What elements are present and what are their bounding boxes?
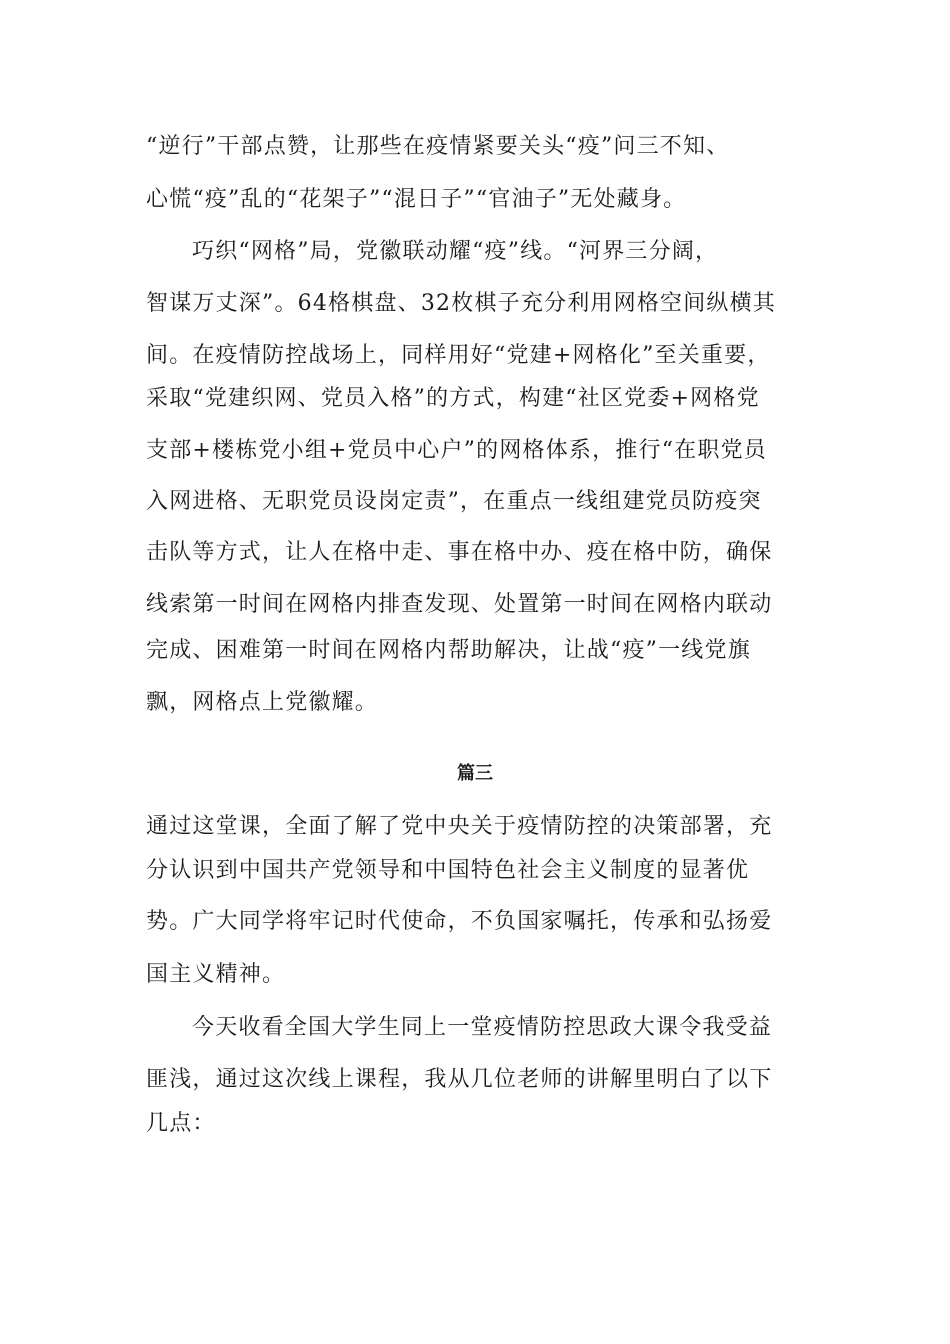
paragraph-2-line-5: 支部+楼栋党小组+党员中心户”的网格体系，推行“在职党员 <box>146 438 767 463</box>
paragraph-2-line-8: 线索第一时间在网格内排查发现、处置第一时间在网格内联动 <box>146 592 773 617</box>
paragraph-1-line-1: “逆行”干部点赞，让那些在疫情紧要关头“疫”问三不知、 <box>146 134 730 159</box>
paragraph-2-line-3: 间。在疫情防控战场上，同样用好“党建+网格化”至关重要， <box>146 343 771 368</box>
section-paragraph-2-line-1: 今天收看全国大学生同上一堂疫情防控思政大课令我受益 <box>192 1015 773 1040</box>
section-paragraph-2-line-3: 几点： <box>146 1111 216 1136</box>
section-paragraph-1-line-4: 国主义精神。 <box>146 962 286 987</box>
section-paragraph-1-line-3: 势。广大同学将牢记时代使命，不负国家嘱托，传承和弘扬爱 <box>146 909 773 934</box>
section-paragraph-1-line-1: 通过这堂课，全面了解了党中央关于疫情防控的决策部署，充 <box>146 814 773 839</box>
section-paragraph-1-line-2: 分认识到中国共产党领导和中国特色社会主义制度的显著优 <box>146 858 750 883</box>
paragraph-2-line-1: 巧织“网格”局，党徽联动耀“疫”线。“河界三分阔， <box>192 239 719 264</box>
paragraph-1-line-2: 心慌“疫”乱的“花架子”“混日子”“官油子”无处藏身。 <box>146 187 687 212</box>
paragraph-2-line-2: 智谋万丈深”。64格棋盘、32枚棋子充分利用网格空间纵横其 <box>146 291 777 316</box>
paragraph-2-line-4: 采取“党建织网、党员入格”的方式，构建“社区党委+网格党 <box>146 386 760 411</box>
section-paragraph-2-line-2: 匪浅，通过这次线上课程，我从几位老师的讲解里明白了以下 <box>146 1067 773 1092</box>
paragraph-2-line-6: 入网进格、无职党员设岗定责”，在重点一线组建党员防疫突 <box>146 489 762 514</box>
section-heading: 篇三 <box>457 763 493 784</box>
paragraph-2-line-10: 飘，网格点上党徽耀。 <box>146 690 379 715</box>
paragraph-2-line-7: 击队等方式，让人在格中走、事在格中办、疫在格中防，确保 <box>146 540 773 565</box>
paragraph-2-line-9: 完成、困难第一时间在网格内帮助解决，让战“疫”一线党旗 <box>146 638 751 663</box>
